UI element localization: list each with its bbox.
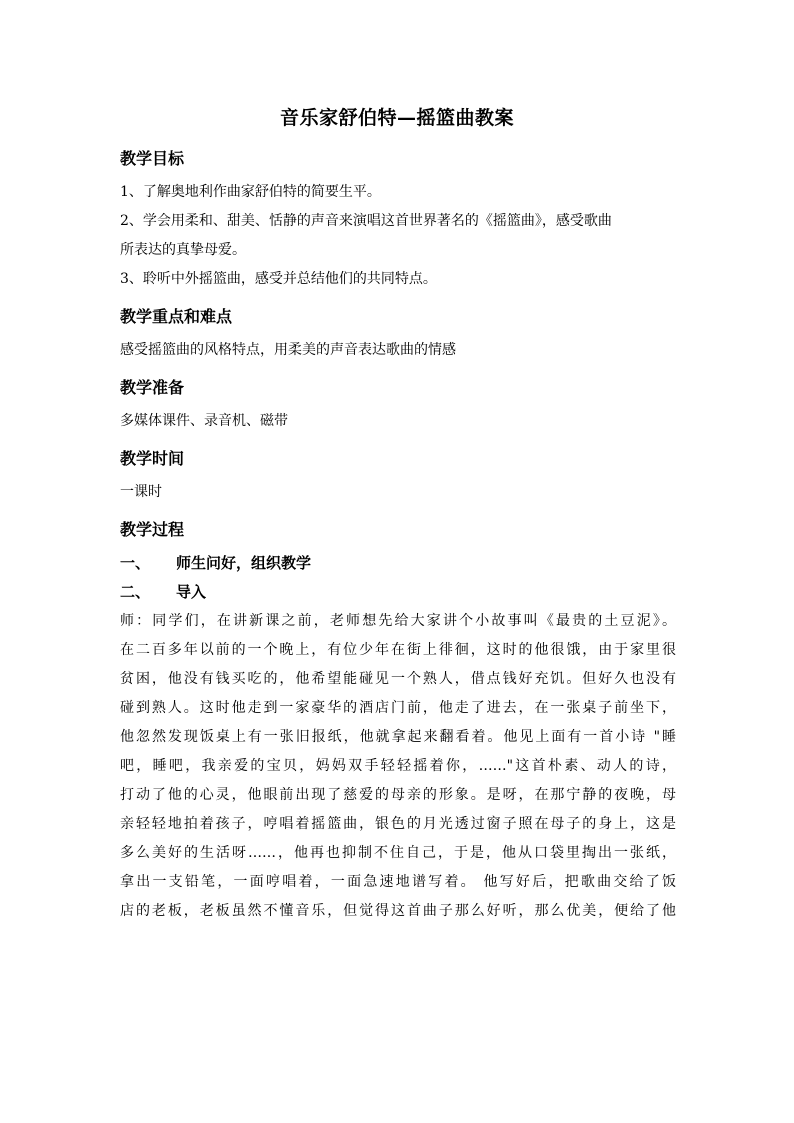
process-step-heading <box>120 549 676 578</box>
process-step-label: 师生问好，组织教学 <box>176 554 312 572</box>
paragraph-line: 在二百多年以前的一个晚上，有位少年在街上徘徊，这时的他很饿，由于家里很 <box>120 642 676 658</box>
paragraph-line: 亲轻轻地拍着孩子，哼唱着摇篮曲，银色的月光透过窗子照在母子的身上，这是 <box>120 816 676 832</box>
section-heading-process: 教学过程 <box>120 520 185 539</box>
paragraph-line: 打动了他的心灵，他眼前出现了慈爱的母亲的形象。是呀，在那宁静的夜晚，母 <box>120 787 676 803</box>
process-step-number: 二、 <box>120 583 151 601</box>
section-heading-preparation: 教学准备 <box>120 378 185 397</box>
section-heading-time: 教学时间 <box>120 449 185 468</box>
paragraph-line: 店的老板，老板虽然不懂音乐，但觉得这首曲子那么好听，那么优美，便给了他 <box>120 903 676 919</box>
paragraph-line: 多么美好的生活呀……，他再也抑制不住自己，于是，他从口袋里掏出一张纸， <box>120 845 676 861</box>
time-text: 一课时 <box>120 484 162 500</box>
paragraph-line: 碰到熟人。这时他走到一家豪华的酒店门前，他走了进去，在一张桌子前坐下， <box>120 700 676 716</box>
objective-item: 2、学会用柔和、甜美、恬静的声音来演唱这首世界著名的《摇篮曲》，感受歌曲 <box>120 213 612 229</box>
paragraph-line: 吧，睡吧，我亲爱的宝贝，妈妈双手轻轻摇着你，……"这首朴素、动人的诗， <box>120 758 676 774</box>
process-step-label: 导入 <box>176 583 207 601</box>
key-points-text: 感受摇篮曲的风格特点，用柔美的声音表达歌曲的情感 <box>120 342 456 358</box>
process-step-number: 一、 <box>120 554 151 572</box>
preparation-text: 多媒体课件、录音机、磁带 <box>120 413 288 429</box>
process-step-heading <box>120 578 676 607</box>
document-body <box>120 144 676 926</box>
paragraph-line: 他忽然发现饭桌上有一张旧报纸，他就拿起来翻看着。他见上面有一首小诗 "睡 <box>120 729 676 745</box>
paragraph-line: 拿出一支铅笔，一面哼唱着，一面急速地谱写着。 他写好后，把歌曲交给了饭 <box>120 874 676 890</box>
objective-item: 1、了解奥地利作曲家舒伯特的简要生平。 <box>120 184 381 200</box>
paragraph-line: 贫困，他没有钱买吃的，他希望能碰见一个熟人，借点钱好充饥。但好久也没有 <box>120 671 676 687</box>
paragraph-line: 师：同学们，在讲新课之前，老师想先给大家讲个小故事叫《最贵的土豆泥》。 <box>120 613 676 629</box>
objective-item: 3、聆听中外摇篮曲，感受并总结他们的共同特点。 <box>120 271 437 287</box>
objective-item: 所表达的真挚母爱。 <box>120 242 246 258</box>
section-heading-key-points: 教学重点和难点 <box>120 307 233 326</box>
section-heading-objectives: 教学目标 <box>120 149 185 168</box>
document-title: 音乐家舒伯特—摇篮曲教案 <box>279 107 514 129</box>
